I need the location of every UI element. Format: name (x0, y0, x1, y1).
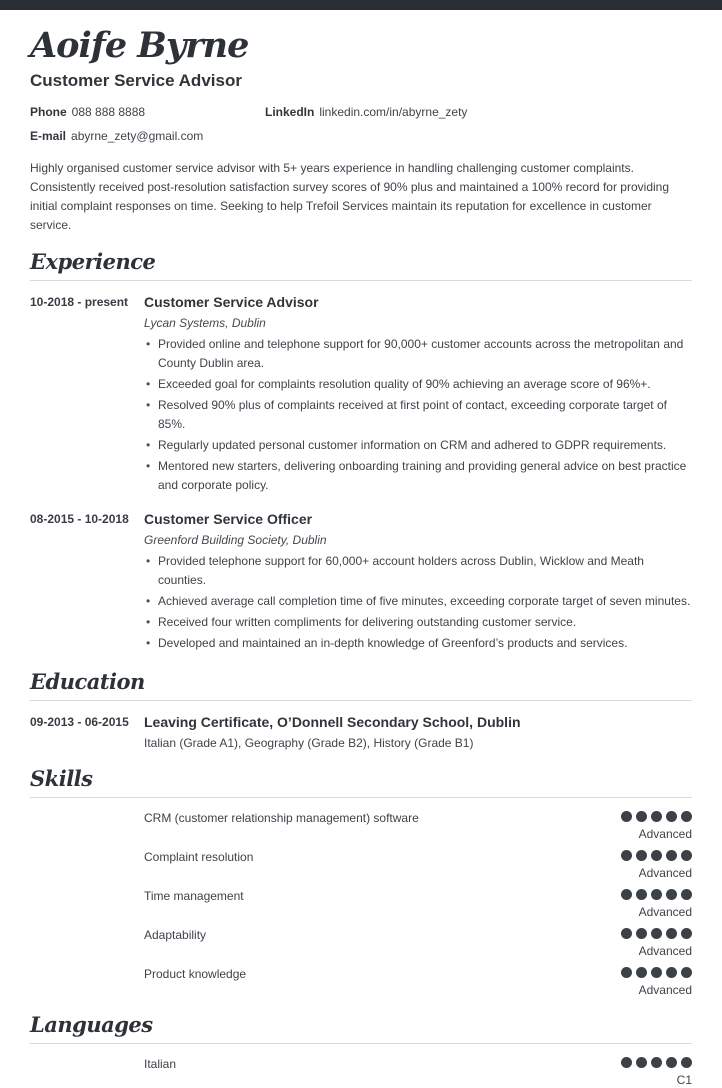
rating-dots (621, 888, 692, 900)
skill-rating (621, 810, 692, 842)
skill-label: Time management (144, 889, 244, 903)
rating-dots (621, 966, 692, 978)
bullet-item: • Regularly updated personal customer information on CRM and adhered to GDPR requirements. (144, 436, 692, 455)
rating-dot (621, 811, 632, 822)
skill-rating (621, 888, 692, 920)
entry-title: Leaving Certificate, O’Donnell Secondary School, Dublin (144, 714, 521, 730)
rating-dot (666, 889, 677, 900)
rating-dot (666, 811, 677, 822)
section-divider (30, 797, 692, 798)
rating-dot (666, 1057, 677, 1068)
rating-level: Advanced (638, 905, 692, 919)
rating-dot (621, 850, 632, 861)
rating-dots (621, 1056, 692, 1068)
rating-dot (681, 850, 692, 861)
entry-bullets (144, 335, 692, 495)
rating-dot (636, 889, 647, 900)
rating-level: Advanced (638, 827, 692, 841)
rating-level: Advanced (638, 944, 692, 958)
bullet-item: • Mentored new starters, delivering onboarding training and providing general advice on best practice and corporate policy. (144, 457, 692, 495)
person-job-title: Customer Service Advisor (30, 71, 242, 90)
skill-label: Adaptability (144, 928, 207, 942)
rating-dot (651, 811, 662, 822)
language-row (30, 1056, 692, 1088)
skill-row (30, 966, 692, 998)
education-entry (30, 713, 692, 752)
rating-dot (681, 889, 692, 900)
rating-level: C1 (676, 1073, 692, 1087)
rating-dot (666, 850, 677, 861)
phone-value: 088 888 8888 (71, 105, 146, 119)
rating-dot (681, 1057, 692, 1068)
professional-summary: Highly organised customer service advisor with 5+ years experience in handling challenging customer complaints. Consistently received post-resolution satisfaction survey scores of 90% plus and maintained a 100% record for providing initial complaint responses on time. Seeking to help Trefoil Services maintain its reputation for excellence in customer service. (30, 161, 669, 232)
rating-dot (636, 1057, 647, 1068)
entry-title: Customer Service Advisor (144, 294, 319, 310)
skill-label: Product knowledge (144, 967, 247, 981)
section-divider (30, 700, 692, 701)
skill-label: CRM (customer relationship management) software (144, 811, 419, 825)
email-label: E-mail (30, 129, 67, 143)
entry-company: Lycan Systems, Dublin (144, 316, 266, 330)
section-experience (30, 249, 692, 655)
skill-rating (621, 927, 692, 959)
rating-dot (651, 967, 662, 978)
skill-rating (621, 966, 692, 998)
bullet-item: • Provided online and telephone support for 90,000+ customer accounts across the metropolitan and County Dublin area. (144, 335, 692, 373)
entry-dates: 08-2015 - 10-2018 (30, 512, 129, 526)
education-heading: Education (30, 669, 145, 694)
section-languages (30, 1012, 692, 1088)
linkedin-value: linkedin.com/in/abyrne_zety (319, 105, 468, 119)
skill-row (30, 810, 692, 842)
section-divider (30, 280, 692, 281)
rating-dot (636, 811, 647, 822)
entry-body (144, 713, 692, 752)
rating-dot (651, 1057, 662, 1068)
bullet-item: • Received four written compliments for delivering outstanding customer service. (144, 613, 692, 632)
rating-dot (651, 928, 662, 939)
rating-dot (666, 928, 677, 939)
rating-dot (621, 889, 632, 900)
rating-dots (621, 849, 692, 861)
rating-dot (636, 850, 647, 861)
rating-dot (681, 967, 692, 978)
rating-dots (621, 810, 692, 822)
contact-linkedin (265, 104, 692, 120)
experience-heading: Experience (30, 249, 156, 274)
section-skills (30, 766, 692, 998)
bullet-item: • Resolved 90% plus of complaints received at first point of contact, exceeding corporate target of 85%. (144, 396, 692, 434)
entry-bullets (144, 552, 692, 653)
phone-label: Phone (30, 105, 67, 119)
rating-dot (681, 928, 692, 939)
language-label: Italian (144, 1057, 177, 1071)
entry-dates: 09-2013 - 06-2015 (30, 715, 129, 729)
skill-rating (621, 849, 692, 881)
entry-body (144, 510, 692, 655)
experience-entry (30, 510, 692, 655)
section-divider (30, 1043, 692, 1044)
rating-dot (621, 928, 632, 939)
skill-row (30, 849, 692, 881)
entry-detail: Italian (Grade A1), Geography (Grade B2), History (Grade B1) (144, 736, 474, 750)
rating-dot (666, 967, 677, 978)
bullet-item: • Developed and maintained an in-depth knowledge of Greenford’s products and services. (144, 634, 692, 653)
experience-entry (30, 293, 692, 497)
email-value: abyrne_zety@gmail.com (71, 129, 204, 143)
section-education (30, 669, 692, 752)
language-rating (621, 1056, 692, 1088)
top-accent-bar (0, 0, 722, 10)
bullet-item: • Provided telephone support for 60,000+ account holders across Dublin, Wicklow and Meath counties. (144, 552, 692, 590)
rating-dot (651, 889, 662, 900)
rating-dot (621, 1057, 632, 1068)
contact-phone (30, 104, 265, 120)
contact-block (30, 104, 692, 144)
entry-dates: 10-2018 - present (30, 295, 129, 309)
entry-company: Greenford Building Society, Dublin (144, 533, 327, 547)
bullet-item: • Achieved average call completion time of five minutes, exceeding corporate target of seven minutes. (144, 592, 692, 611)
entry-body (144, 293, 692, 497)
rating-level: Advanced (638, 866, 692, 880)
rating-dots (621, 927, 692, 939)
person-name: Aoife Byrne (30, 25, 249, 66)
linkedin-label: LinkedIn (265, 105, 315, 119)
rating-dot (621, 967, 632, 978)
rating-dot (651, 850, 662, 861)
skills-heading: Skills (30, 766, 93, 791)
contact-email (30, 128, 265, 144)
rating-dot (681, 811, 692, 822)
skill-label: Complaint resolution (144, 850, 254, 864)
rating-level: Advanced (638, 983, 692, 997)
skill-row (30, 888, 692, 920)
bullet-item: • Exceeded goal for complaints resolution quality of 90% achieving an average score of 96%+. (144, 375, 692, 394)
skill-row (30, 927, 692, 959)
rating-dot (636, 967, 647, 978)
languages-heading: Languages (30, 1012, 153, 1037)
rating-dot (636, 928, 647, 939)
entry-title: Customer Service Officer (144, 511, 313, 527)
